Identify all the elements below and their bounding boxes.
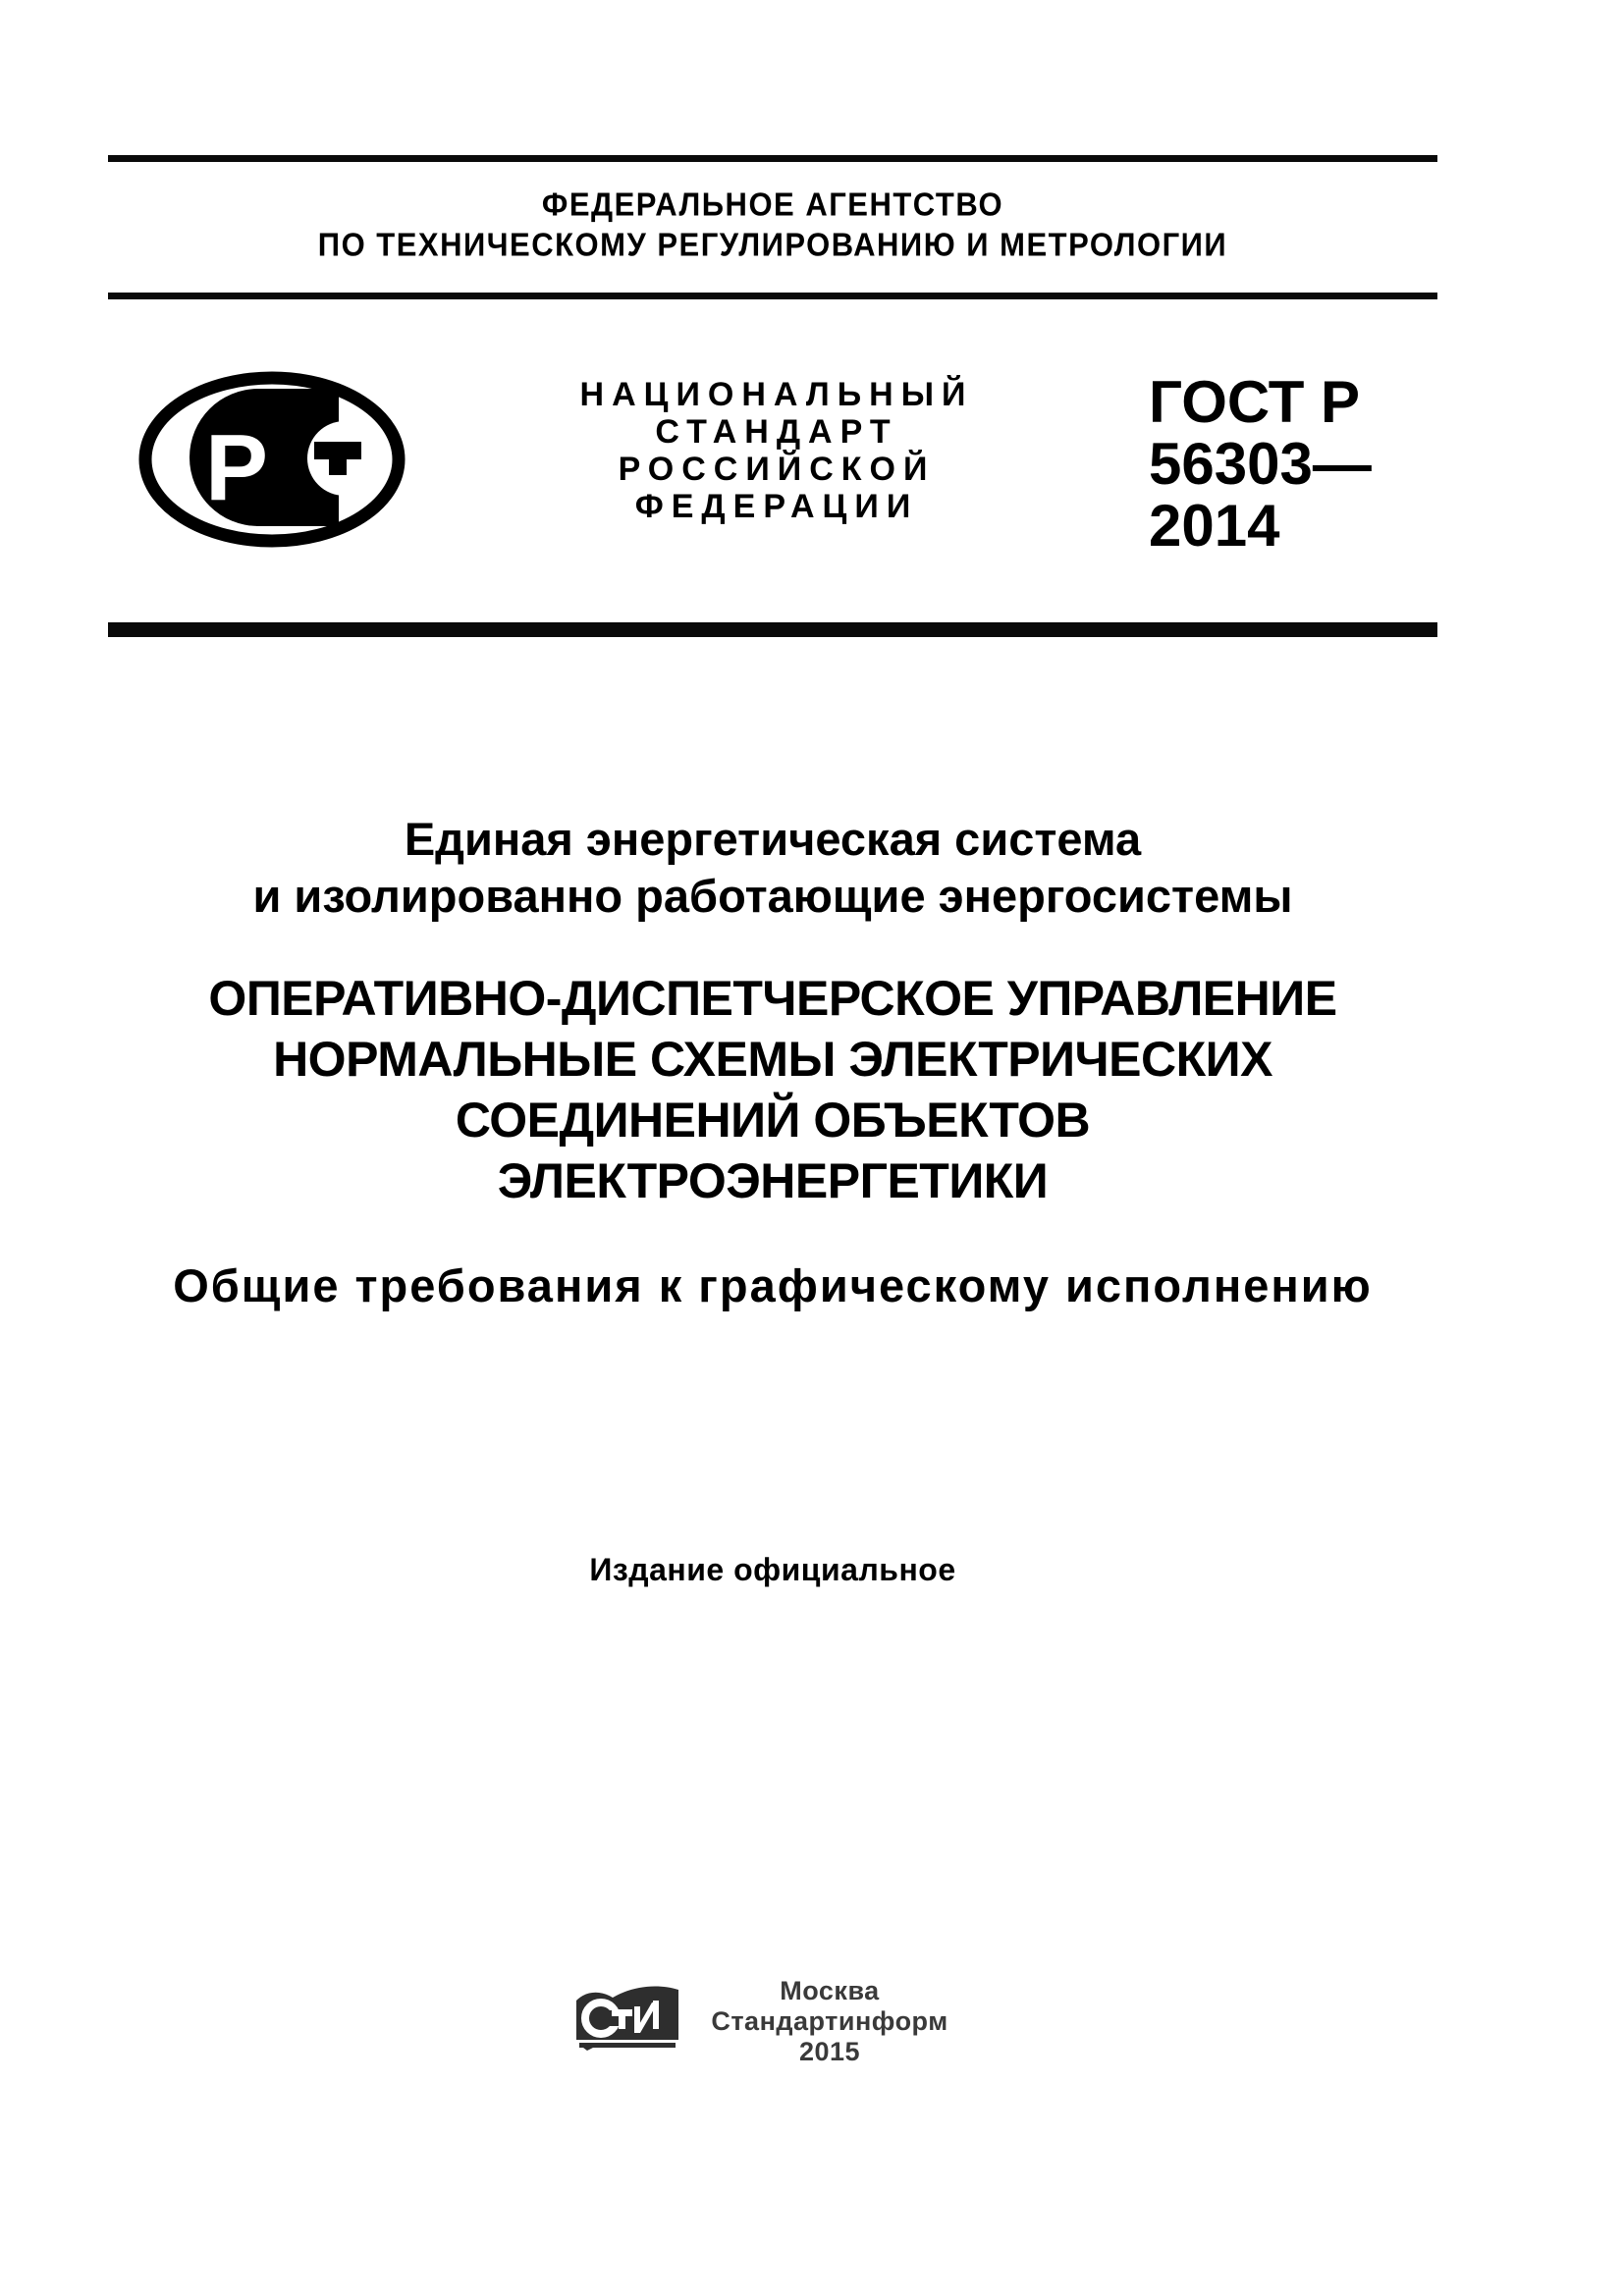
agency-line-2: ПО ТЕХНИЧЕСКОМУ РЕГУЛИРОВАНИЮ И МЕТРОЛОГИИ	[317, 226, 1228, 263]
national-standard-line: РОССИЙСКОЙ	[618, 451, 936, 488]
main-title-line: ОПЕРАТИВНО-ДИСПЕТЧЕРСКОЕ УПРАВЛЕНИЕ	[208, 971, 1337, 1026]
group-title-line-1: Единая энергетическая система	[404, 813, 1142, 865]
imprint-publisher: Стандартинформ	[711, 2006, 948, 2036]
agency-line-1: ФЕДЕРАЛЬНОЕ АГЕНТСТВО	[541, 186, 1004, 223]
group-title-line-2: и изолированно работающие энергосистемы	[252, 870, 1293, 922]
main-title-line: СОЕДИНЕНИЙ ОБЪЕКТОВ	[455, 1093, 1091, 1148]
standard-main-title	[108, 968, 1437, 1211]
imprint-block	[673, 1976, 987, 2067]
main-title-line: ЭЛЕКТРОЭНЕРГЕТИКИ	[497, 1153, 1049, 1208]
national-standard-line: ФЕДЕРАЦИИ	[634, 488, 919, 525]
designation-line: 2014	[1149, 493, 1280, 559]
standard-group-title	[108, 811, 1437, 925]
top-rule-lower	[108, 293, 1437, 299]
standard-subtitle: Общие требования к графическому исполнению	[173, 1259, 1373, 1311]
agency-name	[108, 185, 1437, 265]
designation-line: 56303—	[1149, 431, 1372, 497]
standard-designation	[1149, 371, 1372, 557]
standartinform-emblem-icon	[573, 1983, 681, 2065]
svg-text:Р: Р	[205, 415, 269, 520]
top-rule-upper	[108, 155, 1437, 162]
main-title-line: НОРМАЛЬНЫЕ СХЕМЫ ЭЛЕКТРИЧЕСКИХ	[273, 1032, 1272, 1087]
edition-note: Издание официальное	[589, 1552, 956, 1587]
imprint-year: 2015	[798, 2037, 861, 2066]
national-standard-line: НАЦИОНАЛЬНЫЙ	[579, 376, 974, 413]
separator-rule	[108, 622, 1437, 637]
national-standard-line: СТАНДАРТ	[655, 413, 898, 451]
imprint-city: Москва	[780, 1976, 880, 2005]
designation-line: ГОСТ Р	[1149, 369, 1361, 435]
